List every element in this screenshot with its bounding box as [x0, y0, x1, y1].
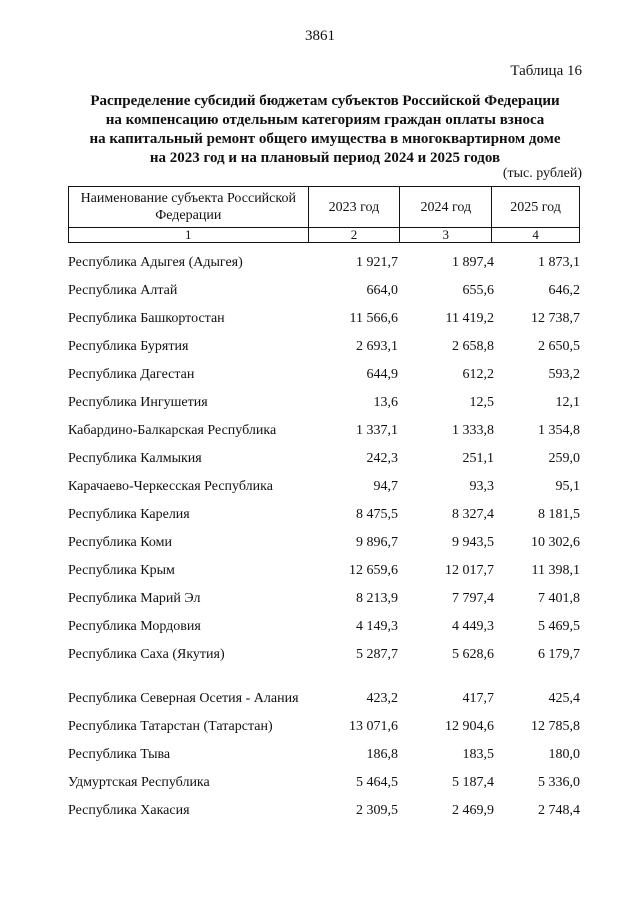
- table-row: [68, 304, 588, 332]
- table-row: [68, 248, 588, 276]
- value-2025: 1 354,8: [538, 423, 580, 438]
- header-2025: 2025 год: [492, 187, 580, 228]
- value-2024: 7 797,4: [452, 591, 494, 606]
- header-2024: 2024 год: [400, 187, 492, 228]
- subject-name: Республика Адыгея (Адыгея): [68, 255, 243, 270]
- subject-name: Республика Саха (Якутия): [68, 647, 225, 662]
- value-2024: 12,5: [469, 395, 494, 410]
- column-number: 4: [492, 228, 580, 243]
- value-2023: 8 475,5: [356, 507, 398, 522]
- value-2024: 1 333,8: [452, 423, 494, 438]
- table-row: [68, 740, 588, 768]
- table-row: [68, 712, 588, 740]
- units-note: (тыс. рублей): [502, 166, 582, 181]
- value-2023: 2 309,5: [356, 803, 398, 818]
- subject-name: Республика Алтай: [68, 283, 178, 298]
- column-number: 3: [400, 228, 492, 243]
- value-2024: 9 943,5: [452, 535, 494, 550]
- subject-name: Республика Калмыкия: [68, 451, 202, 466]
- header-subject: Наименование субъекта Российской Федерации: [69, 187, 309, 228]
- subject-name: Кабардино-Балкарская Республика: [68, 423, 277, 438]
- value-2025: 7 401,8: [538, 591, 580, 606]
- value-2024: 655,6: [462, 283, 494, 298]
- subject-name: Удмуртская Республика: [68, 775, 210, 790]
- table-row: [68, 612, 588, 640]
- column-number: 2: [308, 228, 400, 243]
- value-2024: 4 449,3: [452, 619, 494, 634]
- subject-name: Республика Карелия: [68, 507, 190, 522]
- value-2025: 180,0: [548, 747, 580, 762]
- title-line: Распределение субсидий бюджетам субъектов Российской Федерации: [90, 93, 560, 109]
- value-2024: 417,7: [462, 691, 494, 706]
- value-2025: 425,4: [548, 691, 580, 706]
- value-2023: 5 287,7: [356, 647, 398, 662]
- value-2025: 5 336,0: [538, 775, 580, 790]
- value-2024: 612,2: [462, 367, 494, 382]
- value-2023: 9 896,7: [356, 535, 398, 550]
- header-2023: 2023 год: [308, 187, 400, 228]
- value-2023: 4 149,3: [356, 619, 398, 634]
- value-2023: 1 921,7: [356, 255, 398, 270]
- subject-name: Республика Мордовия: [68, 619, 201, 634]
- value-2024: 8 327,4: [452, 507, 494, 522]
- table-row: [68, 556, 588, 584]
- value-2024: 2 469,9: [452, 803, 494, 818]
- value-2023: 12 659,6: [349, 563, 398, 578]
- title-line: на компенсацию отдельным категориям граждан оплаты взноса: [105, 112, 545, 128]
- value-2023: 2 693,1: [356, 339, 398, 354]
- value-2025: 8 181,5: [538, 507, 580, 522]
- value-2025: 12 738,7: [531, 311, 580, 326]
- value-2025: 95,1: [555, 479, 580, 494]
- table-row: [68, 796, 588, 824]
- value-2023: 13 071,6: [349, 719, 398, 734]
- value-2023: 8 213,9: [356, 591, 398, 606]
- subject-name: Республика Коми: [68, 535, 172, 550]
- table-row: [68, 276, 588, 304]
- subject-name: Республика Ингушетия: [68, 395, 208, 410]
- value-2024: 12 017,7: [445, 563, 494, 578]
- subject-name: Республика Башкортостан: [68, 311, 225, 326]
- value-2025: 11 398,1: [531, 563, 580, 578]
- value-2024: 183,5: [462, 747, 494, 762]
- value-2024: 1 897,4: [452, 255, 494, 270]
- table-row: [68, 668, 588, 712]
- value-2025: 1 873,1: [538, 255, 580, 270]
- value-2023: 242,3: [366, 451, 398, 466]
- value-2024: 93,3: [469, 479, 494, 494]
- value-2024: 11 419,2: [445, 311, 494, 326]
- table-row: [68, 332, 588, 360]
- value-2024: 2 658,8: [452, 339, 494, 354]
- value-2025: 2 650,5: [538, 339, 580, 354]
- value-2025: 10 302,6: [531, 535, 580, 550]
- value-2024: 12 904,6: [445, 719, 494, 734]
- value-2023: 13,6: [373, 395, 398, 410]
- table-label: Таблица 16: [510, 63, 582, 79]
- value-2025: 12 785,8: [531, 719, 580, 734]
- document-title: [40, 92, 610, 168]
- title-line: на 2023 год и на плановый период 2024 и 2025 годов: [149, 150, 501, 166]
- value-2025: 12,1: [555, 395, 580, 410]
- value-2023: 423,2: [366, 691, 398, 706]
- title-line: на капитальный ремонт общего имущества в многоквартирном доме: [89, 131, 561, 147]
- value-2023: 5 464,5: [356, 775, 398, 790]
- subject-name: Карачаево-Черкесская Республика: [68, 479, 273, 494]
- value-2025: 5 469,5: [538, 619, 580, 634]
- table-row: [68, 500, 588, 528]
- table-body: [68, 248, 588, 824]
- subject-name: Республика Хакасия: [68, 803, 190, 818]
- table-row: [68, 584, 588, 612]
- subject-name: Республика Дагестан: [68, 367, 195, 382]
- table-row: [68, 528, 588, 556]
- subject-name: Республика Бурятия: [68, 339, 189, 354]
- value-2023: 644,9: [366, 367, 398, 382]
- value-2023: 186,8: [366, 747, 398, 762]
- table-row: [68, 388, 588, 416]
- value-2023: 1 337,1: [356, 423, 398, 438]
- table-row: [68, 472, 588, 500]
- value-2025: 646,2: [548, 283, 580, 298]
- table-row: [68, 444, 588, 472]
- subject-name: Республика Марий Эл: [68, 591, 201, 606]
- page-number: 3861: [305, 28, 335, 44]
- subject-name: Республика Крым: [68, 563, 175, 578]
- value-2023: 94,7: [373, 479, 398, 494]
- value-2025: 2 748,4: [538, 803, 580, 818]
- value-2024: 251,1: [462, 451, 494, 466]
- value-2024: 5 628,6: [452, 647, 494, 662]
- table-row: [68, 416, 588, 444]
- subject-name: Республика Татарстан (Татарстан): [68, 719, 273, 734]
- value-2025: 593,2: [548, 367, 580, 382]
- table-row: [68, 360, 588, 388]
- value-2023: 11 566,6: [349, 311, 398, 326]
- table-row: [68, 768, 588, 796]
- value-2023: 664,0: [366, 283, 398, 298]
- table-row: [68, 640, 588, 668]
- column-number: 1: [69, 228, 309, 243]
- subject-name: Республика Тыва: [68, 747, 171, 762]
- value-2025: 259,0: [548, 451, 580, 466]
- value-2024: 5 187,4: [452, 775, 494, 790]
- subject-name: Республика Северная Осетия - Алания: [68, 691, 299, 706]
- value-2025: 6 179,7: [538, 647, 580, 662]
- table-header: [68, 186, 580, 243]
